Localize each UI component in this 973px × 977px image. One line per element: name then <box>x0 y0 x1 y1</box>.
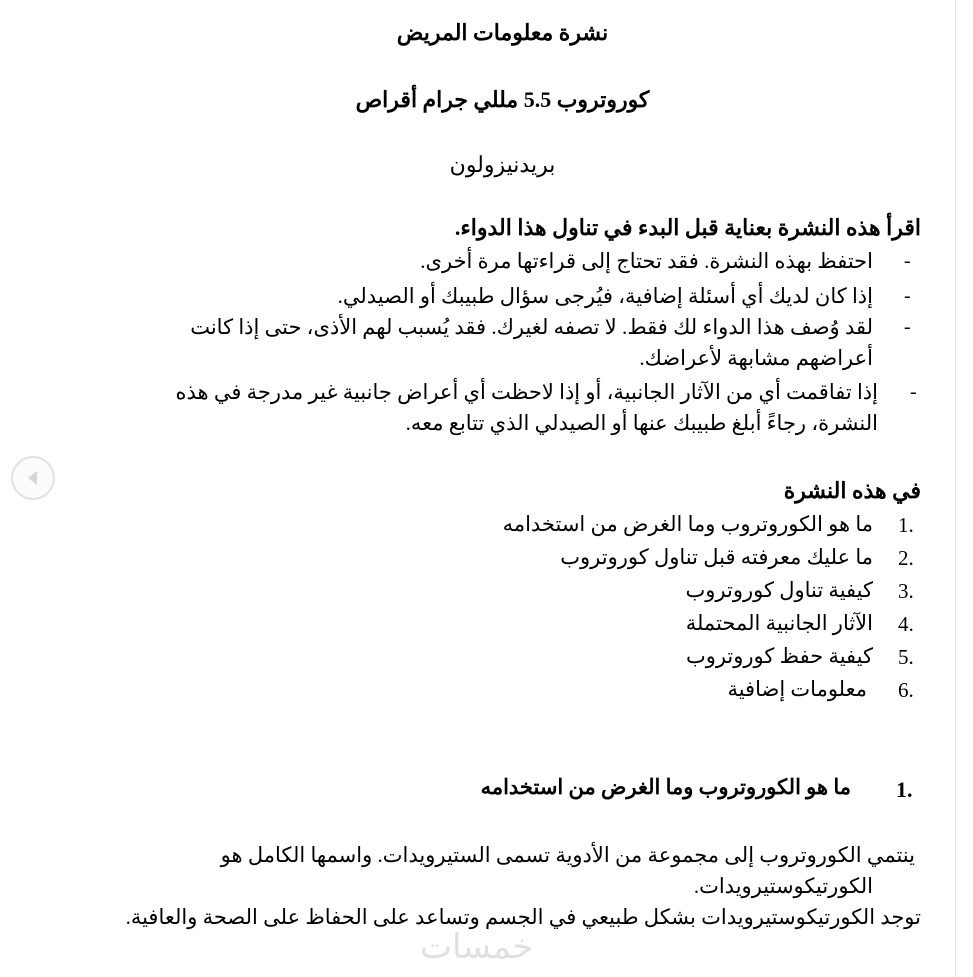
toc-number: 3. <box>898 579 914 603</box>
read-carefully-heading: اقرأ هذه النشرة بعناية قبل البدء في تناول هذا الدواء. <box>454 215 921 240</box>
product-name: كوروتروب 5.5 مللي جرام أقراص <box>355 87 650 112</box>
bullet-dash: - <box>904 250 911 272</box>
toc-item: ما عليك معرفته قبل تناول كوروتروب <box>560 545 873 569</box>
toc-item: كيفية حفظ كوروتروب <box>685 644 873 668</box>
toc-item: كيفية تناول كوروتروب <box>685 578 873 602</box>
toc-number: 5. <box>898 645 914 669</box>
arrow-left-icon <box>24 469 42 487</box>
scrollbar-edge <box>955 0 956 977</box>
list-item-continuation: النشرة، رجاءً أبلغ طبيبك عنها أو الصيدلي الذي تتابع معه. <box>405 411 878 435</box>
bullet-dash: - <box>904 316 911 338</box>
toc-number: 4. <box>898 612 914 636</box>
toc-item: الآثار الجانبية المحتملة <box>685 611 873 635</box>
active-ingredient: بريدنيزولون <box>449 152 556 177</box>
toc-heading: في هذه النشرة <box>783 478 921 503</box>
bullet-dash: - <box>910 381 917 403</box>
watermark: خمسات <box>420 927 534 967</box>
toc-item: معلومات إضافية <box>727 677 867 701</box>
bullet-dash: - <box>904 285 911 307</box>
body-paragraph-continuation: الكورتيكوستيرويدات. <box>693 874 873 898</box>
toc-number: 6. <box>898 678 914 702</box>
list-item-continuation: أعراضهم مشابهة لأعراضك. <box>639 346 873 370</box>
list-item: لقد وُصف هذا الدواء لك فقط. لا تصفه لغيرك. فقد يُسبب لهم الأذى، حتى إذا كانت <box>190 315 873 339</box>
toc-number: 1. <box>898 513 914 537</box>
body-paragraph: ينتمي الكوروتروب إلى مجموعة من الأدوية تسمى الستيرويدات. واسمها الكامل هو <box>220 843 915 867</box>
list-item: إذا تفاقمت أي من الآثار الجانبية، أو إذا لاحظت أي أعراض جانبية غير مدرجة في هذه <box>175 380 878 404</box>
list-item: إذا كان لديك أي أسئلة إضافية، فيُرجى سؤال طبيبك أو الصيدلي. <box>337 284 873 308</box>
section-number: 1. <box>896 777 913 802</box>
leaflet-title: نشرة معلومات المريض <box>396 20 609 45</box>
toc-item: ما هو الكوروتروب وما الغرض من استخدامه <box>502 512 873 536</box>
body-paragraph: توجد الكورتيكوستيرويدات بشكل طبيعي في الجسم وتساعد على الحفاظ على الصحة والعافية. <box>125 905 921 929</box>
list-item: احتفظ بهذه النشرة. فقد تحتاج إلى قراءتها مرة أخرى. <box>420 249 873 273</box>
previous-page-button[interactable] <box>11 456 55 500</box>
toc-number: 2. <box>898 546 914 570</box>
section-heading: ما هو الكوروتروب وما الغرض من استخدامه <box>480 775 851 799</box>
